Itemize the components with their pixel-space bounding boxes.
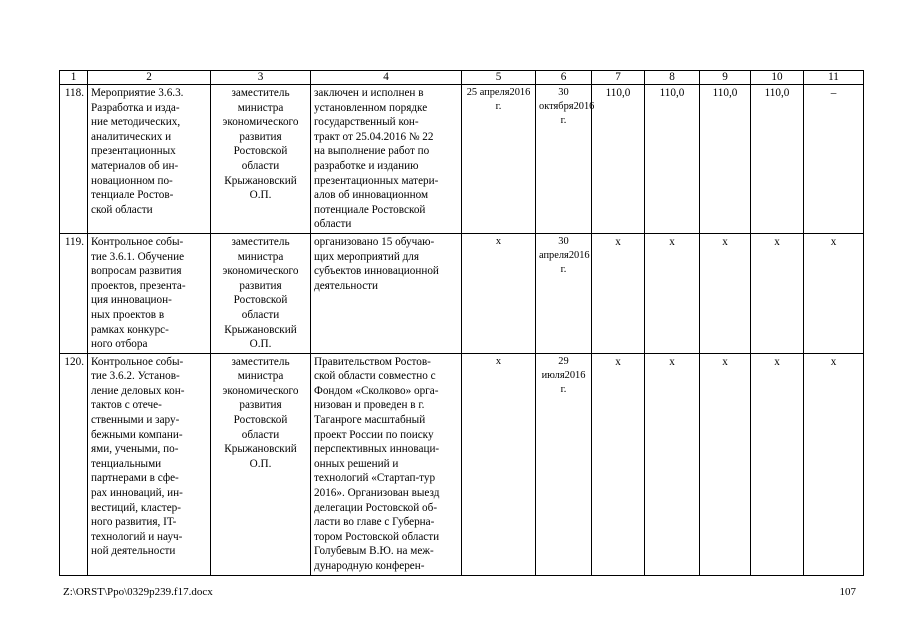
header-cell: 4 — [311, 71, 462, 85]
table-row — [60, 233, 864, 353]
responsible-cell-line: О.П. — [249, 189, 272, 202]
responsible-cell-line: Крыжановский — [224, 443, 297, 456]
event-cell-line: Разработка и изда- — [91, 101, 180, 114]
responsible-cell — [211, 85, 311, 234]
responsible-cell-line: развития — [239, 130, 282, 143]
result-cell-line: низован и проведен в г. — [314, 399, 425, 412]
event-cell-line: презентационных — [91, 145, 176, 158]
result-cell-line: области — [314, 218, 352, 231]
event-cell-line: ние методических, — [91, 116, 181, 129]
col8-cell: x — [645, 353, 700, 575]
result-cell-line: разработке и изданию — [314, 159, 419, 172]
result-cell-line: тракт от 25.04.2016 № 22 — [314, 130, 434, 143]
event-cell-line: ция инновацион- — [91, 294, 172, 307]
result-cell — [311, 233, 462, 353]
event-cell-line: тие 3.6.1. Обучение — [91, 250, 185, 263]
result-cell-line: потенциале Ростовской — [314, 203, 426, 216]
responsible-cell-line: экономического — [222, 116, 299, 129]
col7-cell: x — [592, 233, 645, 353]
responsible-cell-line: министра — [237, 370, 284, 383]
event-cell-line: тенциальными — [91, 457, 162, 470]
end-date-cell — [536, 233, 592, 353]
responsible-cell-line: развития — [239, 399, 282, 412]
end-date-cell-line: 29 июля — [541, 355, 569, 381]
header-cell: 1 — [60, 71, 88, 85]
col10-cell: 110,0 — [751, 85, 804, 234]
result-cell-line: алов об инновационном — [314, 189, 429, 202]
header-cell: 10 — [751, 71, 804, 85]
header-cell: 7 — [592, 71, 645, 85]
responsible-cell-line: области — [241, 308, 280, 321]
result-cell-line: государственный кон- — [314, 116, 419, 129]
row-number: 118. — [60, 85, 88, 234]
responsible-cell-line: заместитель — [231, 235, 290, 248]
responsible-cell-line: области — [241, 159, 280, 172]
result-cell-line: дународную конферен- — [314, 560, 425, 572]
event-cell-line: тактов с отече- — [91, 399, 162, 412]
header-row — [60, 71, 864, 85]
responsible-cell-line: министра — [237, 250, 284, 263]
result-cell — [311, 85, 462, 234]
col11-cell: x — [804, 233, 864, 353]
result-cell-line: ской области совместно с — [314, 370, 436, 383]
event-cell-line: тенциале Ростов- — [91, 189, 174, 202]
header-cell: 8 — [645, 71, 700, 85]
table-row — [60, 353, 864, 575]
result-cell — [311, 353, 462, 575]
event-cell-line: новационном по- — [91, 174, 173, 187]
event-cell-line: бежными компани- — [91, 428, 183, 441]
event-cell-line: вестиций, кластер- — [91, 501, 181, 514]
result-cell-line: Правительством Ростов- — [314, 355, 431, 368]
responsible-cell-line: Крыжановский — [224, 174, 297, 187]
responsible-cell-line: Крыжановский — [224, 323, 297, 336]
start-date-cell-line: x — [495, 235, 502, 247]
responsible-cell-line: заместитель — [231, 87, 290, 99]
event-cell — [88, 353, 211, 575]
file-path: Z:\ORST\Ppo\0329p239.f17.docx — [63, 586, 213, 598]
col10-cell: x — [751, 353, 804, 575]
event-cell-line: ных проектов в — [91, 308, 165, 321]
page-number: 107 — [839, 586, 856, 598]
event-cell-line: ного отбора — [91, 338, 148, 351]
result-cell-line: проект России по поиску — [314, 428, 434, 441]
start-date-cell — [462, 233, 536, 353]
event-cell-line: материалов об ин- — [91, 159, 179, 172]
header-cell: 6 — [536, 71, 592, 85]
result-cell-line: на выполнение работ по — [314, 145, 430, 158]
header-cell: 3 — [211, 71, 311, 85]
col11-cell: x — [804, 353, 864, 575]
result-cell-line: Голубевым В.Ю. на меж- — [314, 545, 434, 558]
responsible-cell-line: Ростовской — [233, 294, 288, 307]
col8-cell: x — [645, 233, 700, 353]
responsible-cell-line: области — [241, 428, 280, 441]
event-cell-line: Мероприятие 3.6.3. — [91, 87, 184, 99]
result-cell-line: Фондом «Сколково» орга- — [314, 384, 439, 397]
result-cell-line: тором Ростовской области — [314, 530, 440, 543]
col7-cell: 110,0 — [592, 85, 645, 234]
col7-cell: x — [592, 353, 645, 575]
result-cell-line: онных решений и — [314, 457, 399, 470]
col10-cell: x — [751, 233, 804, 353]
result-cell-line: технологий «Стартап-тур — [314, 472, 436, 485]
responsible-cell-line: О.П. — [249, 338, 272, 351]
event-cell-line: Контрольное собы- — [91, 355, 184, 368]
result-cell-line: деятельности — [314, 279, 379, 292]
event-cell-line: ственными и зару- — [91, 414, 180, 427]
col11-cell: – — [804, 85, 864, 234]
header-cell: 11 — [804, 71, 864, 85]
result-cell-line: 2016». Организован выезд — [314, 487, 440, 500]
header-cell: 9 — [700, 71, 751, 85]
header-cell: 5 — [462, 71, 536, 85]
result-cell-line: презентационных матери- — [314, 174, 439, 187]
responsible-cell-line: заместитель — [231, 355, 290, 368]
start-date-cell-line: 2016 г. — [495, 87, 531, 112]
event-cell — [88, 233, 211, 353]
event-cell-line: рах инноваций, ин- — [91, 487, 183, 500]
end-date-cell — [536, 353, 592, 575]
event-cell — [88, 85, 211, 234]
start-date-cell — [462, 85, 536, 234]
responsible-cell-line: развития — [239, 279, 282, 292]
responsible-cell-line: министра — [237, 101, 284, 114]
responsible-cell-line: Ростовской — [233, 414, 288, 427]
end-date-cell-line: 30 октября — [539, 87, 574, 112]
result-cell-line: перспективных инноваци- — [314, 443, 440, 456]
result-cell-line: субъектов инновационной — [314, 265, 439, 278]
event-cell-line: проектов, презента- — [91, 279, 186, 292]
event-cell-line: Контрольное собы- — [91, 235, 184, 248]
event-cell-line: тие 3.6.2. Установ- — [91, 370, 180, 383]
responsible-cell — [211, 353, 311, 575]
result-cell-line: организовано 15 обучаю- — [314, 235, 435, 248]
event-cell-line: ями, учеными, по- — [91, 443, 179, 456]
report-table — [59, 70, 864, 576]
event-cell-line: технологий и науч- — [91, 530, 183, 543]
event-cell-line: рамках конкурс- — [91, 323, 169, 336]
event-cell-line: ление деловых кон- — [91, 384, 185, 397]
end-date-cell-line: 2016 г. — [560, 249, 590, 275]
result-cell-line: щих мероприятий для — [314, 250, 420, 263]
responsible-cell-line: экономического — [222, 265, 299, 278]
result-cell-line: установленном порядке — [314, 101, 428, 114]
end-date-cell-line: 2016 г. — [560, 369, 586, 395]
header-cell: 2 — [88, 71, 211, 85]
responsible-cell — [211, 233, 311, 353]
event-cell-line: ного развития, IT- — [91, 516, 177, 529]
event-cell-line: вопросам развития — [91, 265, 182, 278]
responsible-cell-line: Ростовской — [233, 145, 288, 158]
table-row — [60, 85, 864, 234]
start-date-cell — [462, 353, 536, 575]
end-date-cell — [536, 85, 595, 234]
col8-cell: 110,0 — [645, 85, 700, 234]
col9-cell: 110,0 — [700, 85, 751, 234]
start-date-cell-line: x — [495, 355, 502, 367]
event-cell-line: ской области — [91, 203, 153, 216]
col9-cell: x — [700, 353, 751, 575]
event-cell-line: партнерами в сфе- — [91, 472, 179, 485]
result-cell-line: делегации Ростовской об- — [314, 501, 438, 514]
row-number: 119. — [60, 233, 88, 353]
event-cell-line: аналитических и — [91, 130, 172, 143]
responsible-cell-line: О.П. — [249, 457, 272, 470]
event-cell-line: ной деятельности — [91, 545, 176, 558]
row-number: 120. — [60, 353, 88, 575]
result-cell-line: Таганроге масштабный — [314, 414, 426, 427]
col9-cell: x — [700, 233, 751, 353]
responsible-cell-line: экономического — [222, 384, 299, 397]
end-date-cell-line: 30 апреля — [539, 235, 569, 261]
end-date-cell-line: 2016 г. — [560, 101, 595, 126]
result-cell-line: заключен и исполнен в — [314, 87, 424, 99]
start-date-cell-line: 25 апреля — [466, 87, 510, 98]
result-cell-line: ласти во главе с Губерна- — [314, 516, 435, 529]
